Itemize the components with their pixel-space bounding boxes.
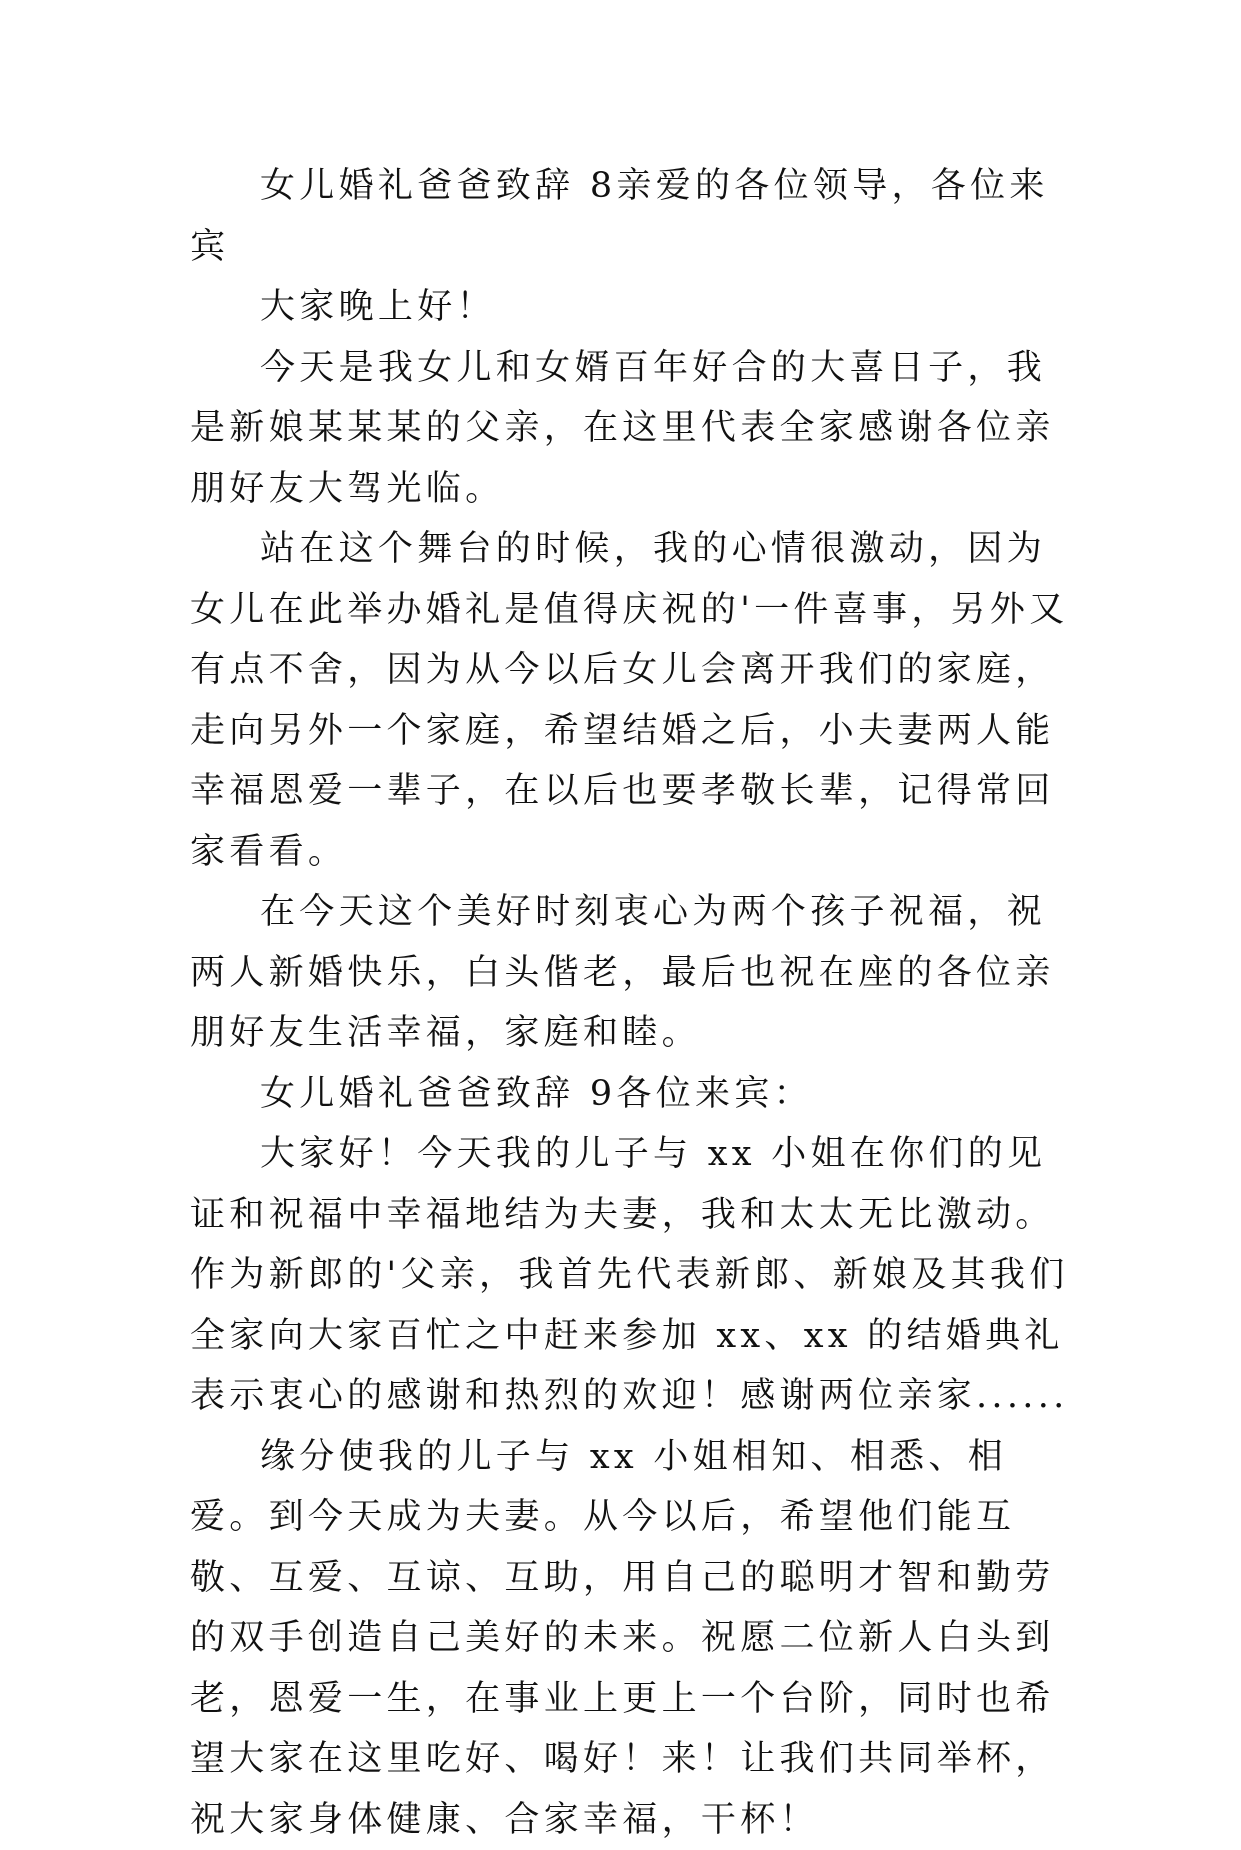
paragraph: 站在这个舞台的时候，我的心情很激动，因为女儿在此举办婚礼是值得庆祝的'一件喜事，另外又有点不舍，因为从今以后女儿会离开我们的家庭，走向另外一个家庭，希望结婚之后，小夫妻两人能幸福恩爱一辈子，在以后也要孝敬长辈，记得常回家看看。 [190,519,1070,882]
paragraph-greeting: 大家晚上好！ [190,277,1070,338]
document-body [190,156,1070,1850]
paragraph: 大家好！今天我的儿子与 xx 小姐在你们的见证和祝福中幸福地结为夫妻，我和太太无比激动。作为新郎的'父亲，我首先代表新郎、新娘及其我们全家向大家百忙之中赶来参加 xx、xx 的结婚典礼表示衷心的感谢和热烈的欢迎！感谢两位亲家...... [190,1124,1070,1427]
paragraph: 今天是我女儿和女婿百年好合的大喜日子，我是新娘某某某的父亲，在这里代表全家感谢各位亲朋好友大驾光临。 [190,338,1070,520]
paragraph: 在今天这个美好时刻衷心为两个孩子祝福，祝两人新婚快乐，白头偕老，最后也祝在座的各位亲朋好友生活幸福，家庭和睦。 [190,882,1070,1064]
paragraph-heading-9: 女儿婚礼爸爸致辞 9各位来宾： [190,1064,1070,1125]
paragraph: 缘分使我的儿子与 xx 小姐相知、相悉、相爱。到今天成为夫妻。从今以后，希望他们能互敬、互爱、互谅、互助，用自己的聪明才智和勤劳的双手创造自己美好的未来。祝愿二位新人白头到老，恩爱一生，在事业上更上一个台阶，同时也希望大家在这里吃好、喝好！来！让我们共同举杯，祝大家身体健康、合家幸福，干杯！ [190,1427,1070,1850]
paragraph-heading-8: 女儿婚礼爸爸致辞 8亲爱的各位领导，各位来宾 [190,156,1070,277]
